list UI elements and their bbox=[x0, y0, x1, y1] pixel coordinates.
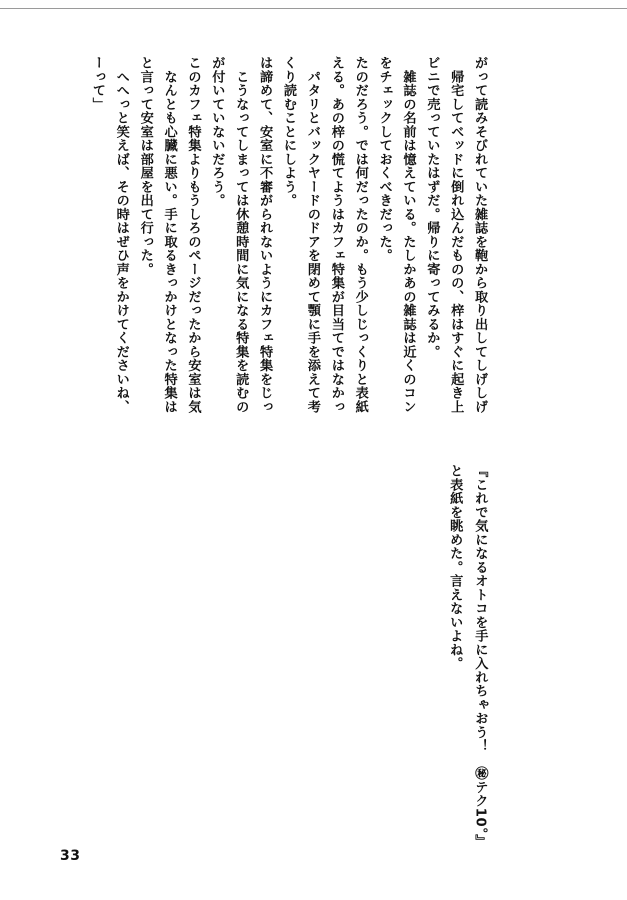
text-line: は諦めて、安室に不審がられないようにカフェ特集をじっ bbox=[257, 56, 273, 414]
text-line: をチェックしておくべきだった。 bbox=[376, 56, 392, 263]
page-number: 33 bbox=[60, 848, 81, 864]
text-line: パタリとバックヤードのドアを閉めて顎に手を添えて考 bbox=[304, 56, 320, 414]
text-line: このカフェ特集よりもうしろのページだったから安室は気 bbox=[185, 56, 201, 414]
text-line: くり読むことにしよう。 bbox=[281, 56, 297, 208]
text-line: 『これで気になるオトコを手に入れちゃおう！ ㊙テク10。』 bbox=[472, 464, 488, 849]
text-line: たのだろう。では何だったのか。もう少しじっくりと表紙 bbox=[352, 56, 368, 414]
text-line: へへっと笑えば、その時はぜひ声をかけてくださいね、 bbox=[113, 56, 129, 414]
text-line: 雑誌の名前は憶えている。たしかあの雑誌は近くのコン bbox=[400, 56, 416, 414]
text-line: がって読みそびれていた雑誌を鞄から取り出してしげしげ bbox=[472, 56, 488, 414]
text-line: と表紙を眺めた。言えないよね。 bbox=[447, 464, 463, 671]
text-line: 帰宅してベッドに倒れ込んだものの、梓はすぐに起き上 bbox=[448, 56, 464, 414]
text-line: と言って安室は部屋を出て行った。 bbox=[137, 56, 153, 276]
text-line: が付いていないだろう。 bbox=[209, 56, 225, 208]
text-line: なんとも心臓に悪い。手に取るきっかけとなった特集は bbox=[161, 56, 177, 414]
text-line: ビニで売っていたはずだ。帰りに寄ってみるか。 bbox=[424, 56, 440, 359]
text-line: ーって」 bbox=[89, 56, 105, 111]
lower-text-column bbox=[436, 464, 486, 848]
top-rule bbox=[0, 8, 627, 9]
text-line: える。あの梓の慌てようはカフェ特集が目当てではなかっ bbox=[328, 56, 344, 414]
text-line: こうなってしまっては休憩時間に気になる特集を読むの bbox=[233, 56, 249, 414]
upper-text-column bbox=[80, 56, 486, 414]
